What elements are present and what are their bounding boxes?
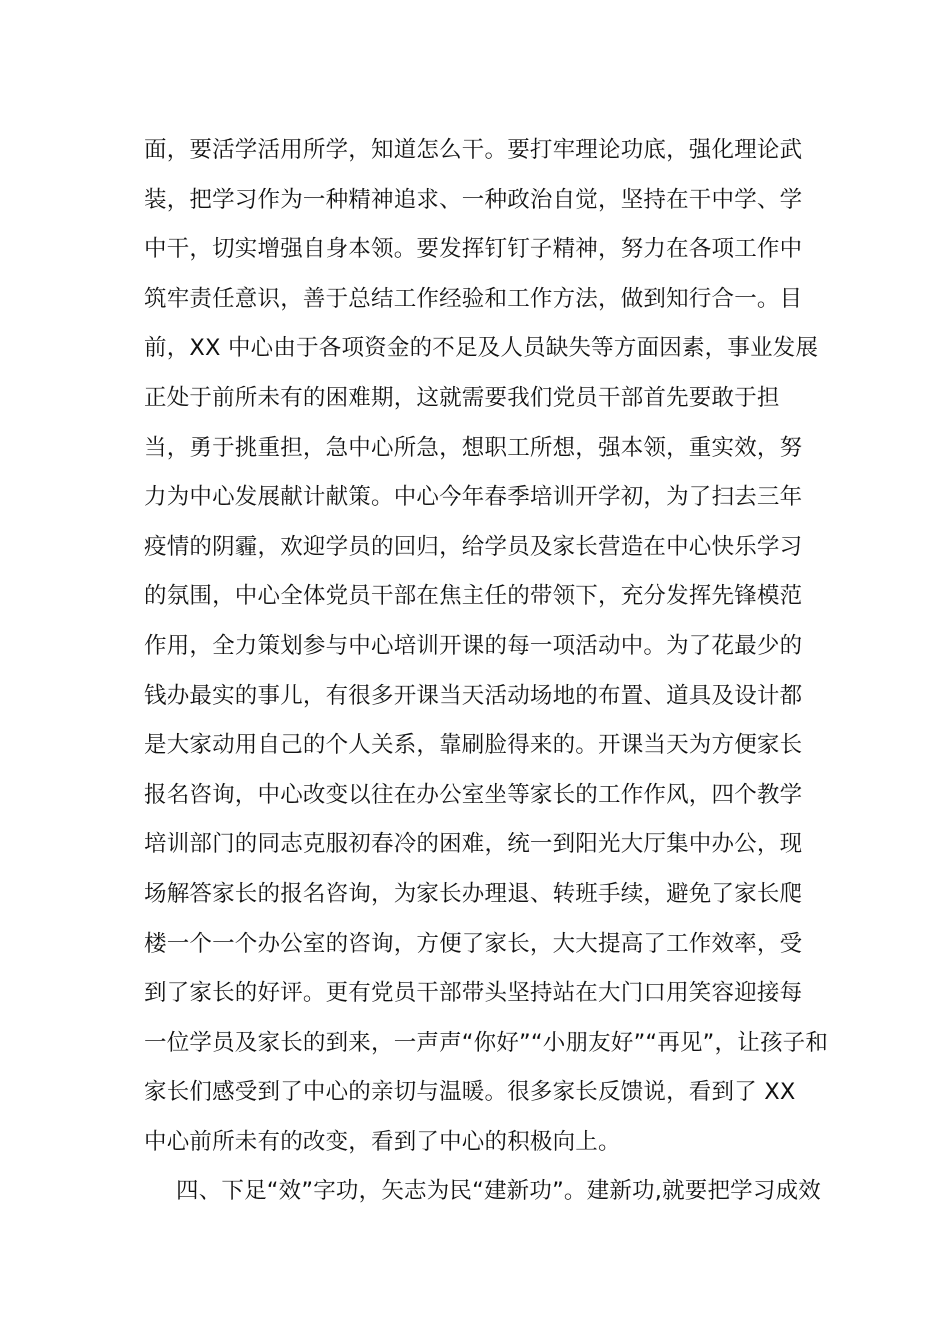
text-line: 当，勇于挑重担，急中心所急，想职工所想，强本领，重实效，努	[144, 434, 803, 461]
text-line: 疫情的阴霾，欢迎学员的回归，给学员及家长营造在中心快乐学习	[144, 533, 803, 560]
text-line: 家长们感受到了中心的亲切与温暖。很多家长反馈说，看到了 XX	[144, 1079, 796, 1106]
text-line: 面，要活学活用所学，知道怎么干。要打牢理论功底，强化理论武	[144, 137, 803, 163]
section-heading-line: 四、下足“效”字功，矢志为民“建新功”。建新功,就要把学习成效	[176, 1178, 821, 1205]
text-line: 作用，全力策划参与中心培训开课的每一项活动中。为了花最少的	[144, 632, 803, 659]
text-line: 筑牢责任意识，善于总结工作经验和工作方法，做到知行合一。目	[144, 285, 803, 312]
text-line: 培训部门的同志克服初春冷的困难，统一到阳光大厅集中办公，现	[144, 831, 803, 858]
text-line: 到了家长的好评。更有党员干部带头坚持站在大门口用笑容迎接每	[144, 980, 803, 1007]
text-line: 场解答家长的报名咨询，为家长办理退、转班手续，避免了家长爬	[144, 880, 803, 907]
text-line: 一位学员及家长的到来，一声声“你好”“小朋友好”“再见”，让孩子和	[144, 1029, 829, 1056]
text-line: 中心前所未有的改变，看到了中心的积极向上。	[144, 1128, 621, 1155]
text-line: 力为中心发展献计献策。中心今年春季培训开学初，为了扫去三年	[144, 484, 803, 511]
body-text	[144, 126, 829, 1217]
text-line: 楼一个一个办公室的咨询，方便了家长，大大提高了工作效率，受	[144, 930, 803, 957]
text-line: 前，XX 中心由于各项资金的不足及人员缺失等方面因素，事业发展	[144, 335, 819, 362]
text-line: 装，把学习作为一种精神追求、一种政治自觉，坚持在干中学、学	[144, 186, 803, 213]
text-line: 的氛围，中心全体党员干部在焦主任的带领下，充分发挥先锋模范	[144, 583, 803, 610]
text-line: 中干，切实增强自身本领。要发挥钉钉子精神，努力在各项工作中	[144, 236, 803, 263]
text-line: 正处于前所未有的困难期，这就需要我们党员干部首先要敢于担	[144, 384, 780, 411]
text-line: 是大家动用自己的个人关系，靠刷脸得来的。开课当天为方便家长	[144, 732, 803, 759]
text-line: 钱办最实的事儿，有很多开课当天活动场地的布置、道具及设计都	[144, 682, 803, 709]
text-line: 报名咨询，中心改变以往在办公室坐等家长的工作作风，四个教学	[144, 781, 803, 808]
